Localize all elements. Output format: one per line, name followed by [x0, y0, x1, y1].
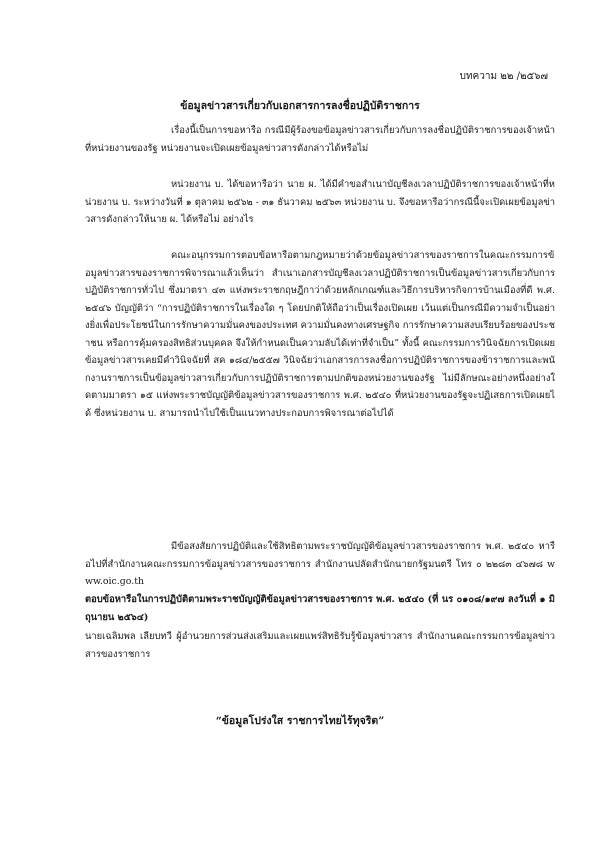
paragraph-facts: หน่วยงาน บ. ได้ขอหารือว่า นาย ผ. ได้มีคำขอสำเนาบัญชีลงเวลาปฏิบัติราชการของเจ้าหน้าที่หน่วยงาน บ. ระหว่างวันที่ ๑ ตุลาคม ๒๕๖๒ - ๓๑ ธันวาคม ๒๕๖๓ หน่วยงาน บ. จึงขอหารือว่ากรณีนี้จะเปิดเผยข้อมูลข่าวสารดังกล่าวให้นาย ผ. ได้หรือไม่ อย่างไร [85, 179, 555, 225]
answer-reference: ตอบข้อหารือในการปฏิบัติตามพระราชบัญญัติข้อมูลข่าวสารของราชการ พ.ศ. ๒๕๔๐ (ที่ นร ๐๑๐๘/๑๙๗ ลงวันที่ ๑ มิถุนายน ๒๕๖๔) [85, 594, 555, 623]
paragraph-intro: เรื่องนี้เป็นการขอหารือ กรณีมีผู้ร้องขอข้อมูลข่าวสารเกี่ยวกับการลงชื่อปฏิบัติราชการของเจ้าหน้าที่หน่วยงานของรัฐ หน่วยงานจะเปิดเผยข้อมูลข่าวสารดังกล่าวได้หรือไม่ [85, 125, 555, 154]
paragraph-opinion: คณะอนุกรรมการตอบข้อหารือตามกฎหมายว่าด้วยข้อมูลข่าวสารของราชการในคณะกรรมการข้อมูลข่าวสารของราชการพิจารณาแล้วเห็นว่า สำเนาเอกสารบัญชีลงเวลาปฏิบัติราชการเป็นข้อมูลข่าวสารเกี่ยวกับการปฏิบัติราชการทั่วไป ซึ่งมาตรา ๔๓ แห่งพระราชกฤษฎีกาว่าด้วยหลักเกณฑ์และวิธีการบริหารกิจการบ้านเมืองที่ดี พ.ศ. ๒๕๔๖ บัญญัติว่า “การปฏิบัติราชการในเรื่องใด ๆ โดยปกติให้ถือว่าเป็นเรื่องเปิดเผย เว้นแต่เป็นกรณีมีความจำเป็นอย่างยิ่งเพื่อประโยชน์ในการรักษาความมั่นคงของประเทศ ความมั่นคงทางเศรษฐกิจ การรักษาความสงบเรียบร้อยของประชาชน หรือการคุ้มครองสิทธิส่วนบุคคล จึงให้กำหนดเป็นความลับได้เท่าที่จำเป็น” ทั้งนี้ คณะกรรมการวินิจฉัยการเปิดเผยข้อมูลข่าวสารเคยมีคำวินิจฉัยที่ สค ๑๘๔/๒๕๕๗ วินิจฉัยว่าเอกสารการลงชื่อการปฏิบัติราชการของข้าราชการและพนักงานราชการเป็นข้อมูลข่าวสารเกี่ยวกับการปฏิบัติราชการตามปกติของหน่วยงานของรัฐ ไม่มีลักษณะอย่างหนึ่งอย่างใดตามมาตรา ๑๕ แห่งพระราชบัญญัติข้อมูลข่าวสารของราชการ พ.ศ. ๒๕๔๐ ที่หน่วยงานของรัฐจะปฏิเสธการเปิดเผยได้ ซึ่งหน่วยงาน บ. สามารถนำไปใช้เป็นแนวทางประกอบการพิจารณาต่อไปได้ [85, 250, 555, 419]
paragraph-contact: มีข้อสงสัยการปฏิบัติและใช้สิทธิตามพระราชบัญญัติข้อมูลข่าวสารของราชการ พ.ศ. ๒๕๔๐ หารือไปที่สำนักงานคณะกรรมการข้อมูลข่าวสารของราชการ สำนักงานปลัดสำนักนายกรัฐมนตรี โทร ๐ ๒๒๘๓ ๔๖๗๘ www.oic.go.th [85, 541, 555, 587]
slogan: “ข้อมูลโปร่งใส ราชการไทยไร้ทุจริต” [215, 715, 385, 727]
document-title: ข้อมูลข่าวสารเกี่ยวกับเอกสารการลงชื่อปฏิบัติราชการ [180, 100, 420, 112]
author-line: นายเฉลิมพล เลียบทวี ผู้อำนวยการส่วนส่งเสริมและเผยแพร่สิทธิรับรู้ข้อมูลข่าวสาร สำนักงานคณะกรรมการข้อมูลข่าวสารของราชการ [85, 631, 555, 660]
article-reference: บทความ ๒๒ /๒๕๖๗ [459, 71, 548, 82]
